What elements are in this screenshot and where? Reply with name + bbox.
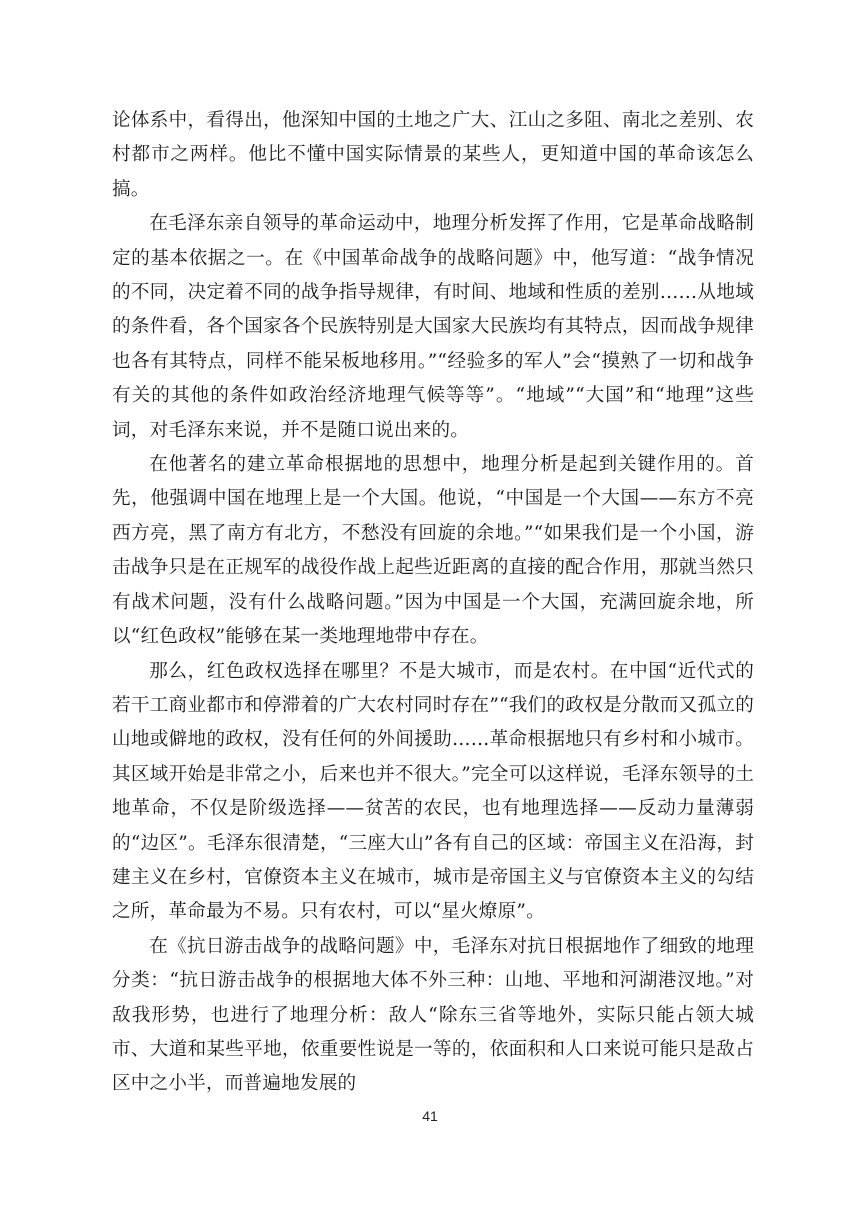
paragraph-5: 在《抗日游击战争的战略问题》中，毛泽东对抗日根据地作了细致的地理分类：“抗日游击战争的根据地大体不外三种：山地、平地和河湖港汊地。”对敌我形势，也进行了地理分析：敌人“除东三省等地外，实际只能占领大城市、大道和某些平地，依重要性说是一等的，依面积和人口来说可能只是敌占区中之小半，而普遍地发展的	[112, 935, 754, 1095]
paragraph-4: 那么，红色政权选择在哪里？不是大城市，而是农村。在中国“近代式的若干工商业都市和停滞着的广大农村同时存在”“我们的政权是分散而又孤立的山地或僻地的政权，没有任何的外间援助……革命根据地只有乡村和小城市。其区域开始是非常之小，后来也并不很大。”完全可以这样说，毛泽东领导的土地革命，不仅是阶级选择——贫苦的农民，也有地理选择——反动力量薄弱的“边区”。毛泽东很清楚，“三座大山”各有自己的区域：帝国主义在沿海，封建主义在乡村，官僚资本主义在城市，城市是帝国主义与官僚资本主义的勾结之所，革命最为不易。只有农村，可以“星火燎原”。	[112, 660, 754, 923]
paragraph-2: 在毛泽东亲自领导的革命运动中，地理分析发挥了作用，它是革命战略制定的基本依据之一。在《中国革命战争的战略问题》中，他写道：“战争情况的不同，决定着不同的战争指导规律，有时间、地域和性质的差别……从地域的条件看，各个国家各个民族特别是大国家大民族均有其特点，因而战争规律也各有其特点，同样不能呆板地移用。”“经验多的军人”会“摸熟了一切和战争有关的其他的条件如政治经济地理气候等等”。“地域”“大国”和“地理”这些词，对毛泽东来说，并不是随口说出来的。	[112, 213, 754, 441]
document-body	[112, 104, 754, 1102]
paragraph-1: 论体系中，看得出，他深知中国的土地之广大、江山之多阻、南北之差别、农村都市之两样。他比不懂中国实际情景的某些人，更知道中国的革命该怎么搞。	[112, 110, 754, 200]
page-number: 41	[422, 1108, 438, 1124]
paragraph-3: 在他著名的建立革命根据地的思想中，地理分析是起到关键作用的。首先，他强调中国在地理上是一个大国。他说，“中国是一个大国——东方不亮西方亮，黑了南方有北方，不愁没有回旋的余地。”“如果我们是一个小国，游击战争只是在正规军的战役作战上起些近距离的直接的配合作用，那就当然只有战术问题，没有什么战略问题。”因为中国是一个大国，充满回旋余地，所以“红色政权”能够在某一类地理地带中存在。	[112, 454, 754, 648]
